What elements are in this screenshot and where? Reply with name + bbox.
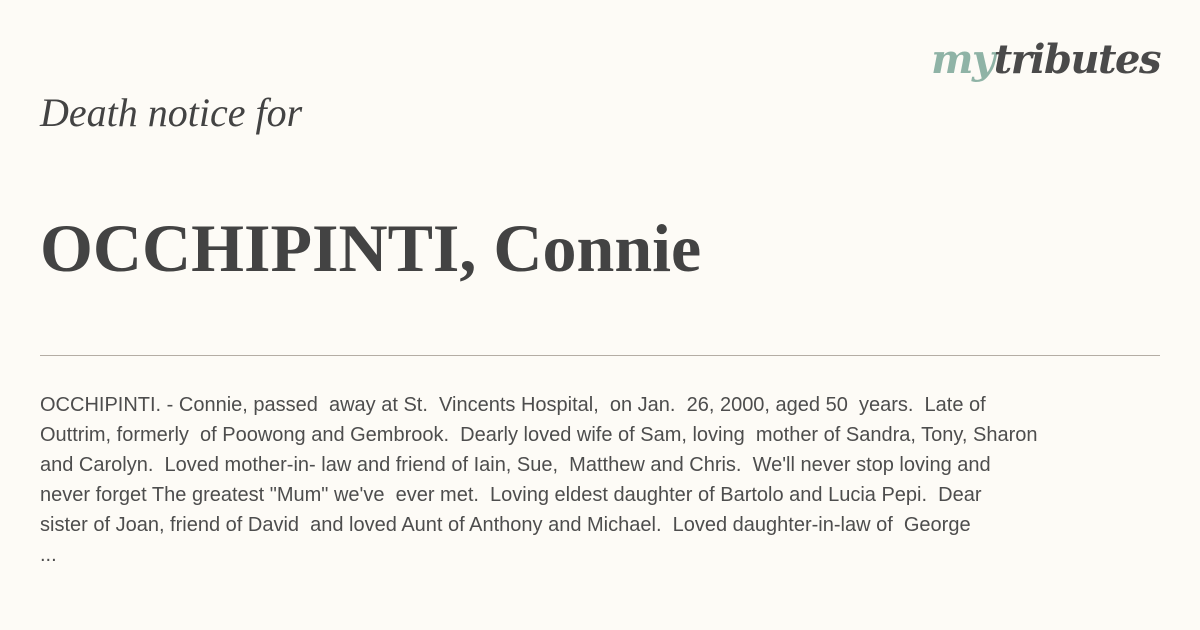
- mytributes-logo[interactable]: [931, 34, 1160, 86]
- notice-text: [40, 390, 1160, 570]
- page-subtitle: Death notice for: [40, 90, 303, 135]
- notice-line: never forget The greatest "Mum" we've ever met. Loving eldest daughter of Bartolo and Lucia Pepi. Dear: [40, 484, 982, 506]
- logo-my: my: [931, 36, 994, 83]
- notice-ellipsis: ...: [40, 544, 57, 566]
- deceased-name: OCCHIPINTI, Connie: [40, 210, 702, 286]
- notice-line: Outtrim, formerly of Poowong and Gembrook. Dearly loved wife of Sam, loving mother of Sandra, Tony, Sharon: [40, 424, 1038, 446]
- divider: [40, 355, 1160, 356]
- notice-line: and Carolyn. Loved mother-in- law and friend of Iain, Sue, Matthew and Chris. We'll never stop loving and: [40, 454, 991, 476]
- notice-line: OCCHIPINTI. - Connie, passed away at St. Vincents Hospital, on Jan. 26, 2000, aged 50 years. Late of: [40, 394, 986, 416]
- notice-line: sister of Joan, friend of David and loved Aunt of Anthony and Michael. Loved daughter-in-law of George: [40, 514, 971, 536]
- logo-tributes: tributes: [993, 36, 1160, 83]
